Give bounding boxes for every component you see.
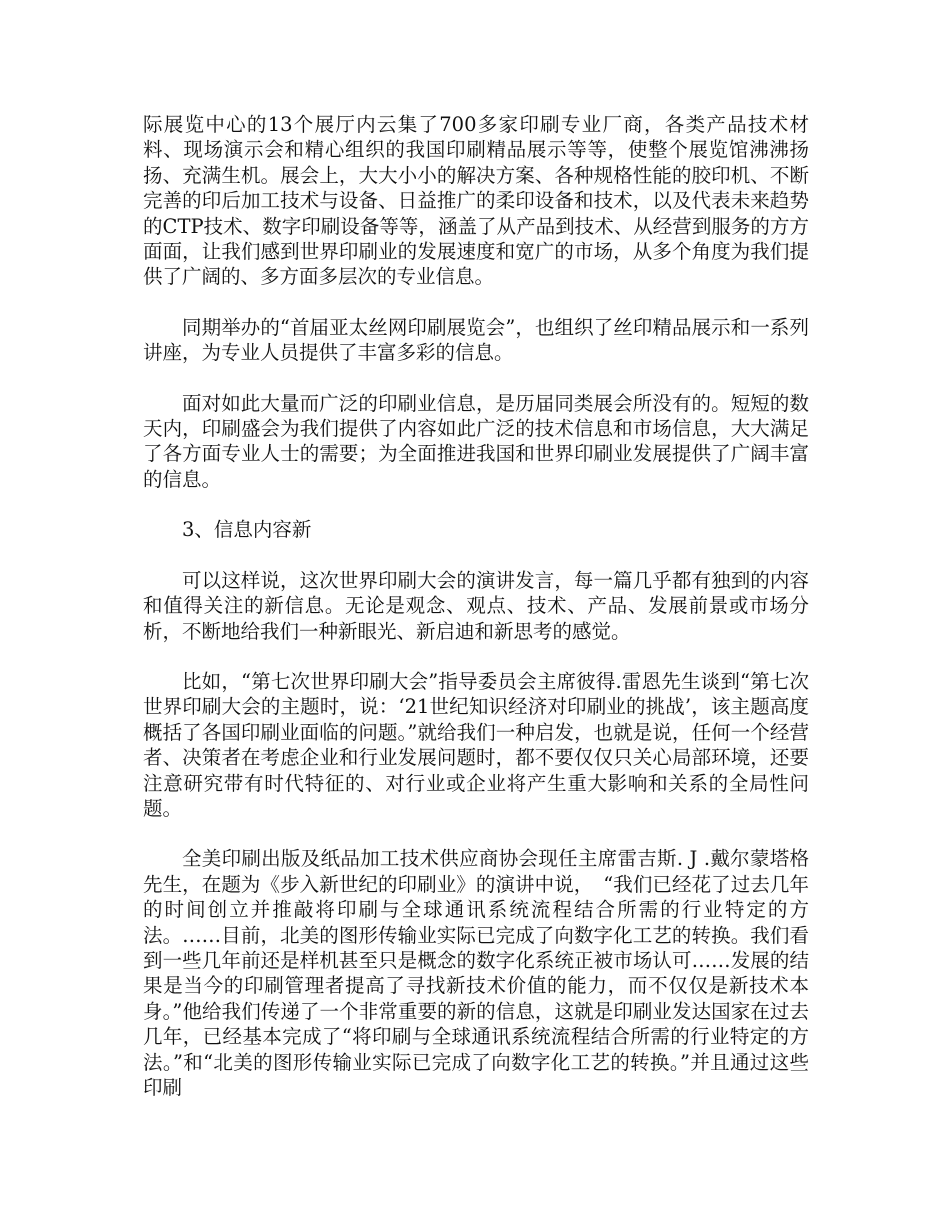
section-heading-new-content: 3、信息内容新	[182, 518, 312, 542]
paragraph-exhibition-hall: 际展览中心的13个展厅内云集了700多家印刷专业厂商，各类产品技术材料、现场演示会和精心组织的我国印刷精品展示等等，使整个展览馆沸沸扬扬、充满生机。展会上，大大小小的解决方案、各种规格性能的胶印机、不断完善的印后加工技术与设备、日益推广的柔印设备和技术，以及代表未来趋势的CTP技术、数字印刷设备等等，涵盖了从产品到技术、从经营到服务的方方面面，让我们感到世界印刷业的发展速度和宽广的市场，从多个角度为我们提供了广阔的、多方面多层次的专业信息。	[143, 113, 809, 289]
document-page	[143, 112, 809, 1125]
paragraph-peter-lane-theme: 比如，“第七次世界印刷大会”指导委员会主席彼得.雷恩先生谈到“第七次世界印刷大会的主题时，说：‘21世纪知识经济对印刷业的挑战’，该主题高度概括了各国印刷业面临的问题。”就给我们一种启发，也就是说，任何一个经营者、决策者在考虑企业和行业发展问题时，都不要仅仅只关心局部环境，还要注意研究带有时代特征的、对行业或企业将产生重大影响和关系的全局性问题。	[143, 669, 809, 820]
paragraph-regis-speech: 全美印刷出版及纸品加工技术供应商协会现任主席雷吉斯. J .戴尔蒙塔格先生，在题为《步入新世纪的印刷业》的演讲中说， “我们已经花了过去几年的时间创立并推敲将印刷与全球通讯系统流程结合所需的行业特定的方法。……目前，北美的图形传输业实际已完成了向数字化工艺的转换。我们看到一些几年前还是样机甚至只是概念的数字化系统正被市场认可……发展的结果是当今的印刷管理者提高了寻找新技术价值的能力，而不仅仅是新技术本身。”他给我们传递了一个非常重要的新的信息，这就是印刷业发达国家在过去几年，已经基本完成了“将印刷与全球通讯系统流程结合所需的行业特定的方法。”和“北美的图形传输业实际已完成了向数字化工艺的转换。”并且通过这些印刷	[143, 847, 809, 1099]
paragraph-congress-speeches: 可以这样说，这次世界印刷大会的演讲发言，每一篇几乎都有独到的内容和值得关注的新信息。无论是观念、观点、技术、产品、发展前景或市场分析，不断地给我们一种新眼光、新启迪和新思考的感觉。	[143, 568, 809, 643]
paragraph-screen-printing-expo: 同期举办的“首届亚太丝网印刷展览会”，也组织了丝印精品展示和一系列讲座，为专业人员提供了丰富多彩的信息。	[143, 315, 809, 365]
paragraph-information-volume: 面对如此大量而广泛的印刷业信息，是历届同类展会所没有的。短短的数天内，印刷盛会为我们提供了内容如此广泛的技术信息和市场信息，大大满足了各方面专业人士的需要；为全面推进我国和世界印刷业发展提供了广阔丰富的信息。	[143, 391, 809, 491]
